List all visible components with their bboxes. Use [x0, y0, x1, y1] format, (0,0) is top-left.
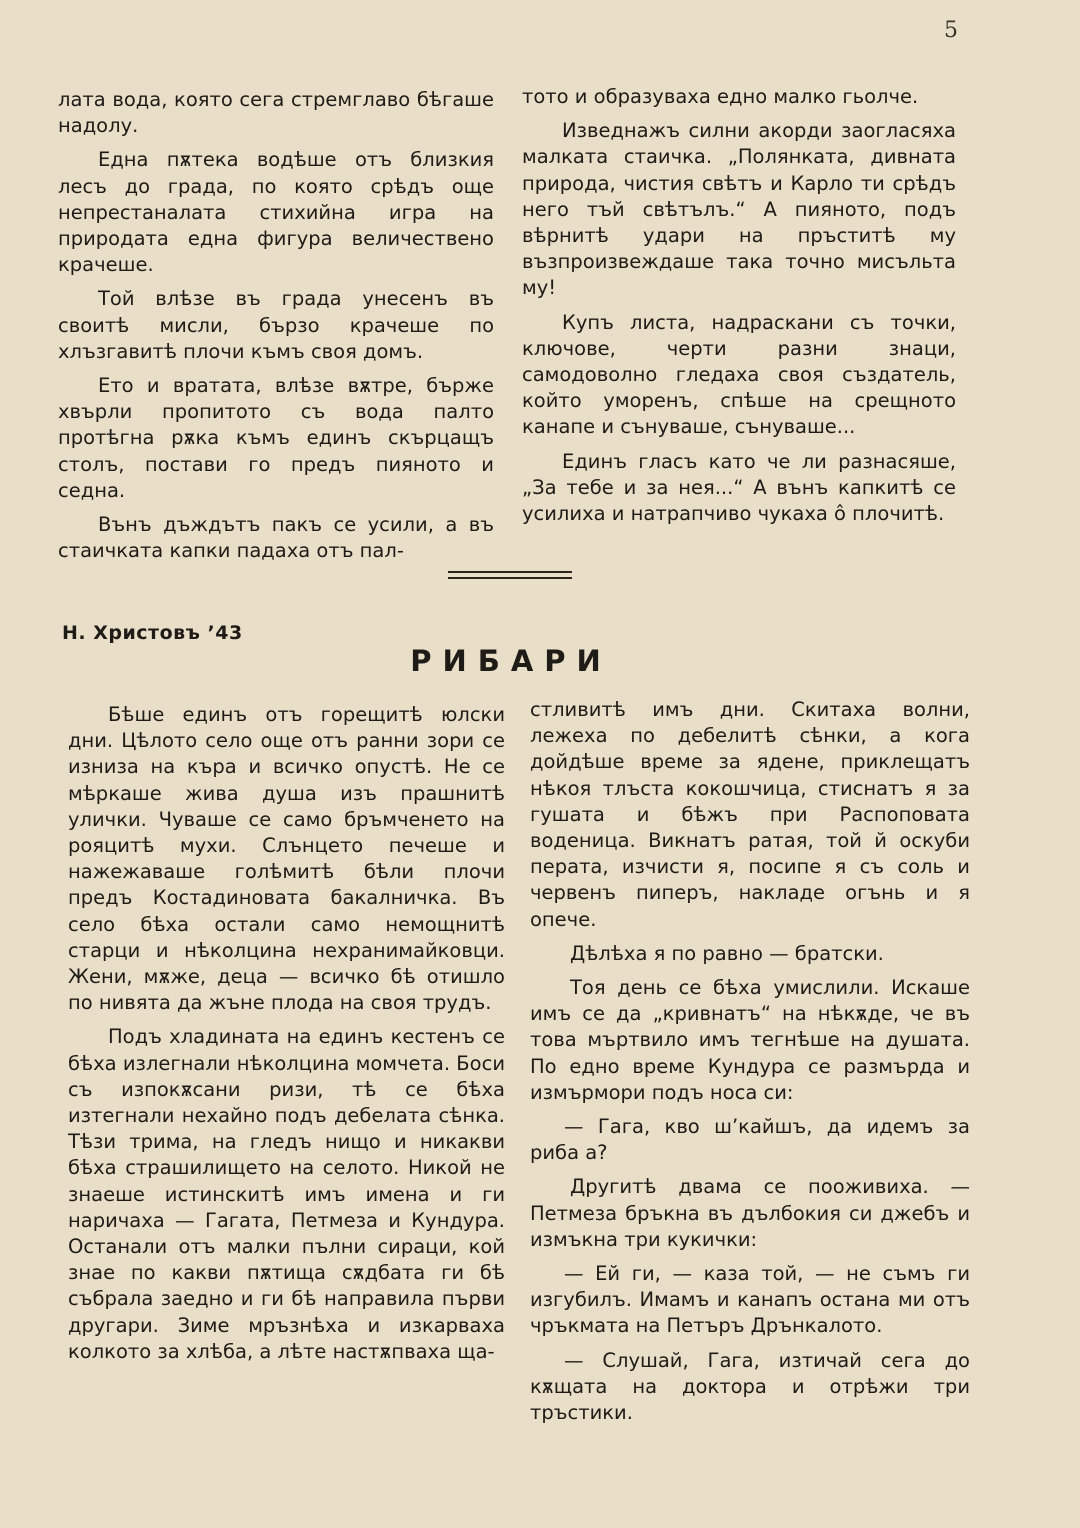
article-title: РИБАРИ [410, 644, 612, 678]
top-left-column [58, 87, 494, 572]
paragraph: Изведнажъ силни акорди заогласяха малката стаичка. „Полянката, дивната природа, чистия свѣтъ и Карло ти срѣдъ него тъй свѣтълъ.“ А пияното, подъ вѣрнитѣ удари на пръститѣ му възпроизвеждаше така точно мисъльта му! [522, 119, 956, 300]
paragraph: Дѣлѣха я по равно — братски. [570, 941, 884, 965]
paragraph: Другитѣ двама се пооживиха. — Петмеза бръкна въ дълбокия си джебъ и измъкна три кукички: [530, 1175, 970, 1251]
section-divider [448, 571, 572, 579]
top-right-column [522, 84, 956, 535]
paragraph: Единъ гласъ като че ли разнасяше, „За тебе и за нея...“ А вънъ капкитѣ се усилиха и натрапчиво чукаха ô плочитѣ. [522, 449, 956, 526]
paragraph: тото и образуваха едно малко гьолче. [522, 85, 919, 108]
paragraph: Една пѫтека водѣше отъ близкия лесъ до града, по която срѣдъ още непрестаналата стихийна игра на природата една фигура величествено крачеше. [58, 148, 494, 277]
article-author: Н. Христовъ ’43 [62, 622, 243, 644]
paragraph: стливитѣ имъ дни. Скитаха волни, лежеха по дебелитѣ сѣнки, а кога дойдѣше време за ядене, приклещатъ нѣкоя тлъста кокошчица, стиснатъ я за гушата и бѣжъ при Распоповата воденица. Викнатъ ратая, той й оскуби перата, изчисти я, посипе я съ соль и червенъ пиперъ, накладе огънь и я опече. [530, 698, 970, 931]
paragraph: Вънъ дъждътъ пакъ се усили, а въ стаичката капки падаха отъ пал- [58, 513, 494, 563]
paragraph: — Гага, кво ш’кайшъ, да идемъ за риба а? [530, 1115, 970, 1165]
paragraph: Подъ хладината на единъ кестенъ се бѣха излегнали нѣколцина момчета. Боси съ изпокѫсани ризи, тѣ се бѣха изтегнали нехайно подъ дебелата сѣнка. Тѣзи трима, на гледъ нищо и никакви бѣха страшилището на селото. Никой не знаеше истинскитѣ имъ имена и ги наричаха — Гагата, Петмеза и Кундура. Останали отъ малки пълни сираци, кой знае по какви пѫтища сѫдбата ги бѣ събрала заедно и ги бѣ направила първи другари. Зиме мръзнѣха и изкарваха колкото за хлѣба, а лѣте настѫпваха ща- [68, 1025, 505, 1363]
paragraph: Той влѣзе въ града унесенъ въ своитѣ мисли, бързо крачеше по хлъзгавитѣ плочи къмъ своя домъ. [58, 287, 494, 363]
paragraph: Бѣше единъ отъ горещитѣ юлски дни. Цѣлото село още отъ ранни зори се изниза на къра и всичко опустѣ. Не се мѣркаше жива душа изъ прашнитѣ улички. Чуваше се само бръмченето на рояцитѣ мухи. Слънцето печеше и нажежаваше голѣмитѣ бѣли плочи предъ Костадиновата бакалничка. Въ село бѣха остали само немощнитѣ старци и нѣколцина нехранимайковци. Жени, мѫже, деца — всичко бѣ отишло по нивята да жъне плода на своя трудъ. [68, 703, 505, 1015]
bottom-right-column [530, 697, 970, 1434]
paragraph: — Ей ги, — каза той, — не съмъ ги изгубилъ. Имамъ и канапъ остана ми отъ чръкмата на Петъръ Дрънкалото. [530, 1262, 970, 1338]
paragraph: — Слушай, Гага, изтичай сега до кѫщата на доктора и отрѣжи три тръстики. [530, 1348, 970, 1425]
paragraph: Тоя день се бѣха умислили. Искаше имъ се да „кривнатъ“ на нѣкѫде, че въ това мъртвило имъ тегнѣше на душата. По едно време Кундура се размърда и измърмори подъ носа си: [530, 976, 970, 1104]
page-number: 5 [944, 18, 958, 43]
paragraph: Ето и вратата, влѣзе вѫтре, бърже хвърли пропитото съ вода палто протѣгна рѫка къмъ единъ скърцащъ столъ, постави го предъ пияното и седна. [58, 374, 494, 502]
paragraph: лата вода, която сега стремглаво бѣгаше надолу. [58, 88, 494, 138]
paragraph: Купъ листа, надраскани съ точки, ключове, черти разни знаци, самодоволно гледаха своя създатель, който уморенъ, спѣше на срещното канапе и сънуваше, сънуваше... [522, 310, 956, 439]
bottom-left-column [68, 702, 505, 1373]
